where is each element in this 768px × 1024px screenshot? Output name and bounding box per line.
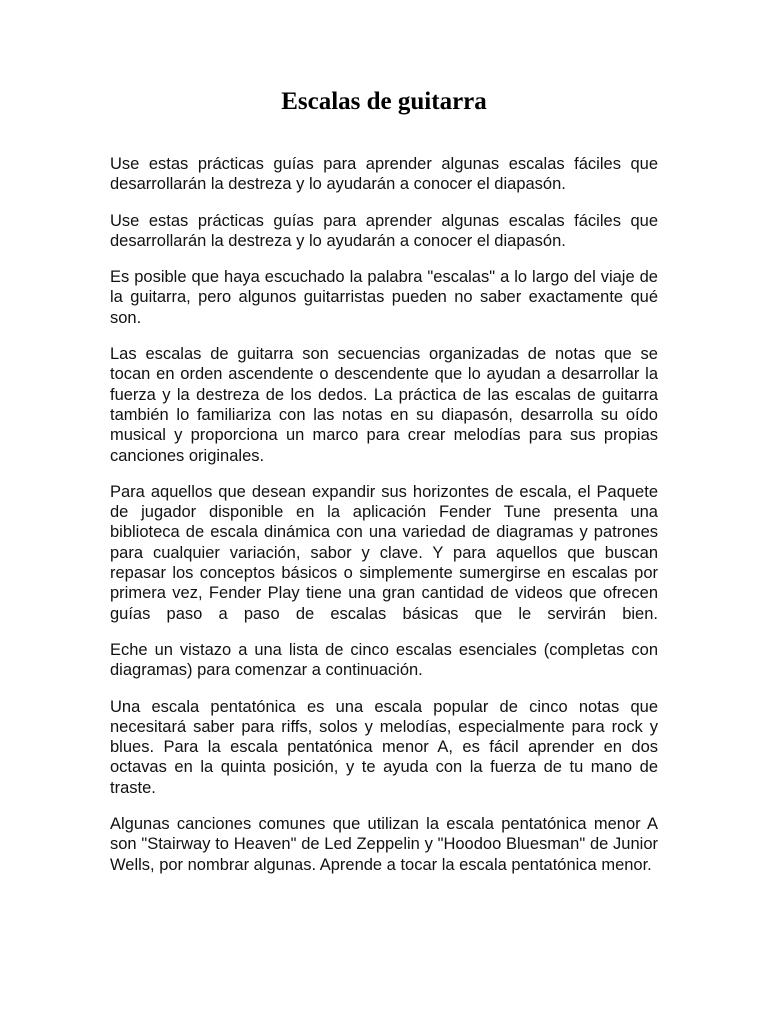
paragraph-4: Las escalas de guitarra son secuencias organizadas de notas que se tocan en orden ascendente o descendente que lo ayudan a desarrollar la fuerza y la destreza de los dedos. La práctica de las escalas de guitarra también lo familiariza con las notas en su diapasón, desarrolla su oído musical y proporciona un marco para crear melodías para sus propias canciones originales. [110,345,658,465]
paragraph-2: Use estas prácticas guías para aprender algunas escalas fáciles que desarrollarán la destreza y lo ayudarán a conocer el diapasón. [110,211,658,250]
paragraph-1: Use estas prácticas guías para aprender algunas escalas fáciles que desarrollarán la destreza y lo ayudarán a conocer el diapasón. [110,155,658,194]
paragraph-3: Es posible que haya escuchado la palabra "escalas" a lo largo del viaje de la guitarra, pero algunos guitarristas pueden no saber exactamente qué son. [110,268,658,327]
paragraph-6: Eche un vistazo a una lista de cinco escalas esenciales (completas con diagramas) para comenzar a continuación. [110,640,658,680]
paragraph-8: Algunas canciones comunes que utilizan la escala pentatónica menor A son "Stairway to Heaven" de Led Zeppelin y "Hoodoo Bluesman" de Junior Wells, por nombrar algunas. Aprende a tocar la escala pentatónica menor. [110,815,658,874]
paragraph-5: Para aquellos que desean expandir sus horizontes de escala, el Paquete de jugador disponible en la aplicación Fender Tune presenta una biblioteca de escala dinámica con una variedad de diagramas y patrones para cualquier variación, sabor y clave. Y para aquellos que buscan repasar los conceptos básicos o simplemente sumergirse en escalas por primera vez, Fender Play tiene una gran cantidad de videos que ofrecen guías paso a paso de escalas básicas que le servirán bien. [110,482,658,623]
document-body [110,154,658,891]
document-title: Escalas de guitarra [281,88,487,115]
paragraph-7: Una escala pentatónica es una escala popular de cinco notas que necesitará saber para riffs, solos y melodías, especialmente para rock y blues. Para la escala pentatónica menor A, es fácil aprender en dos octavas en la quinta posición, y te ayuda con la fuerza de tu mano de traste. [110,697,658,797]
